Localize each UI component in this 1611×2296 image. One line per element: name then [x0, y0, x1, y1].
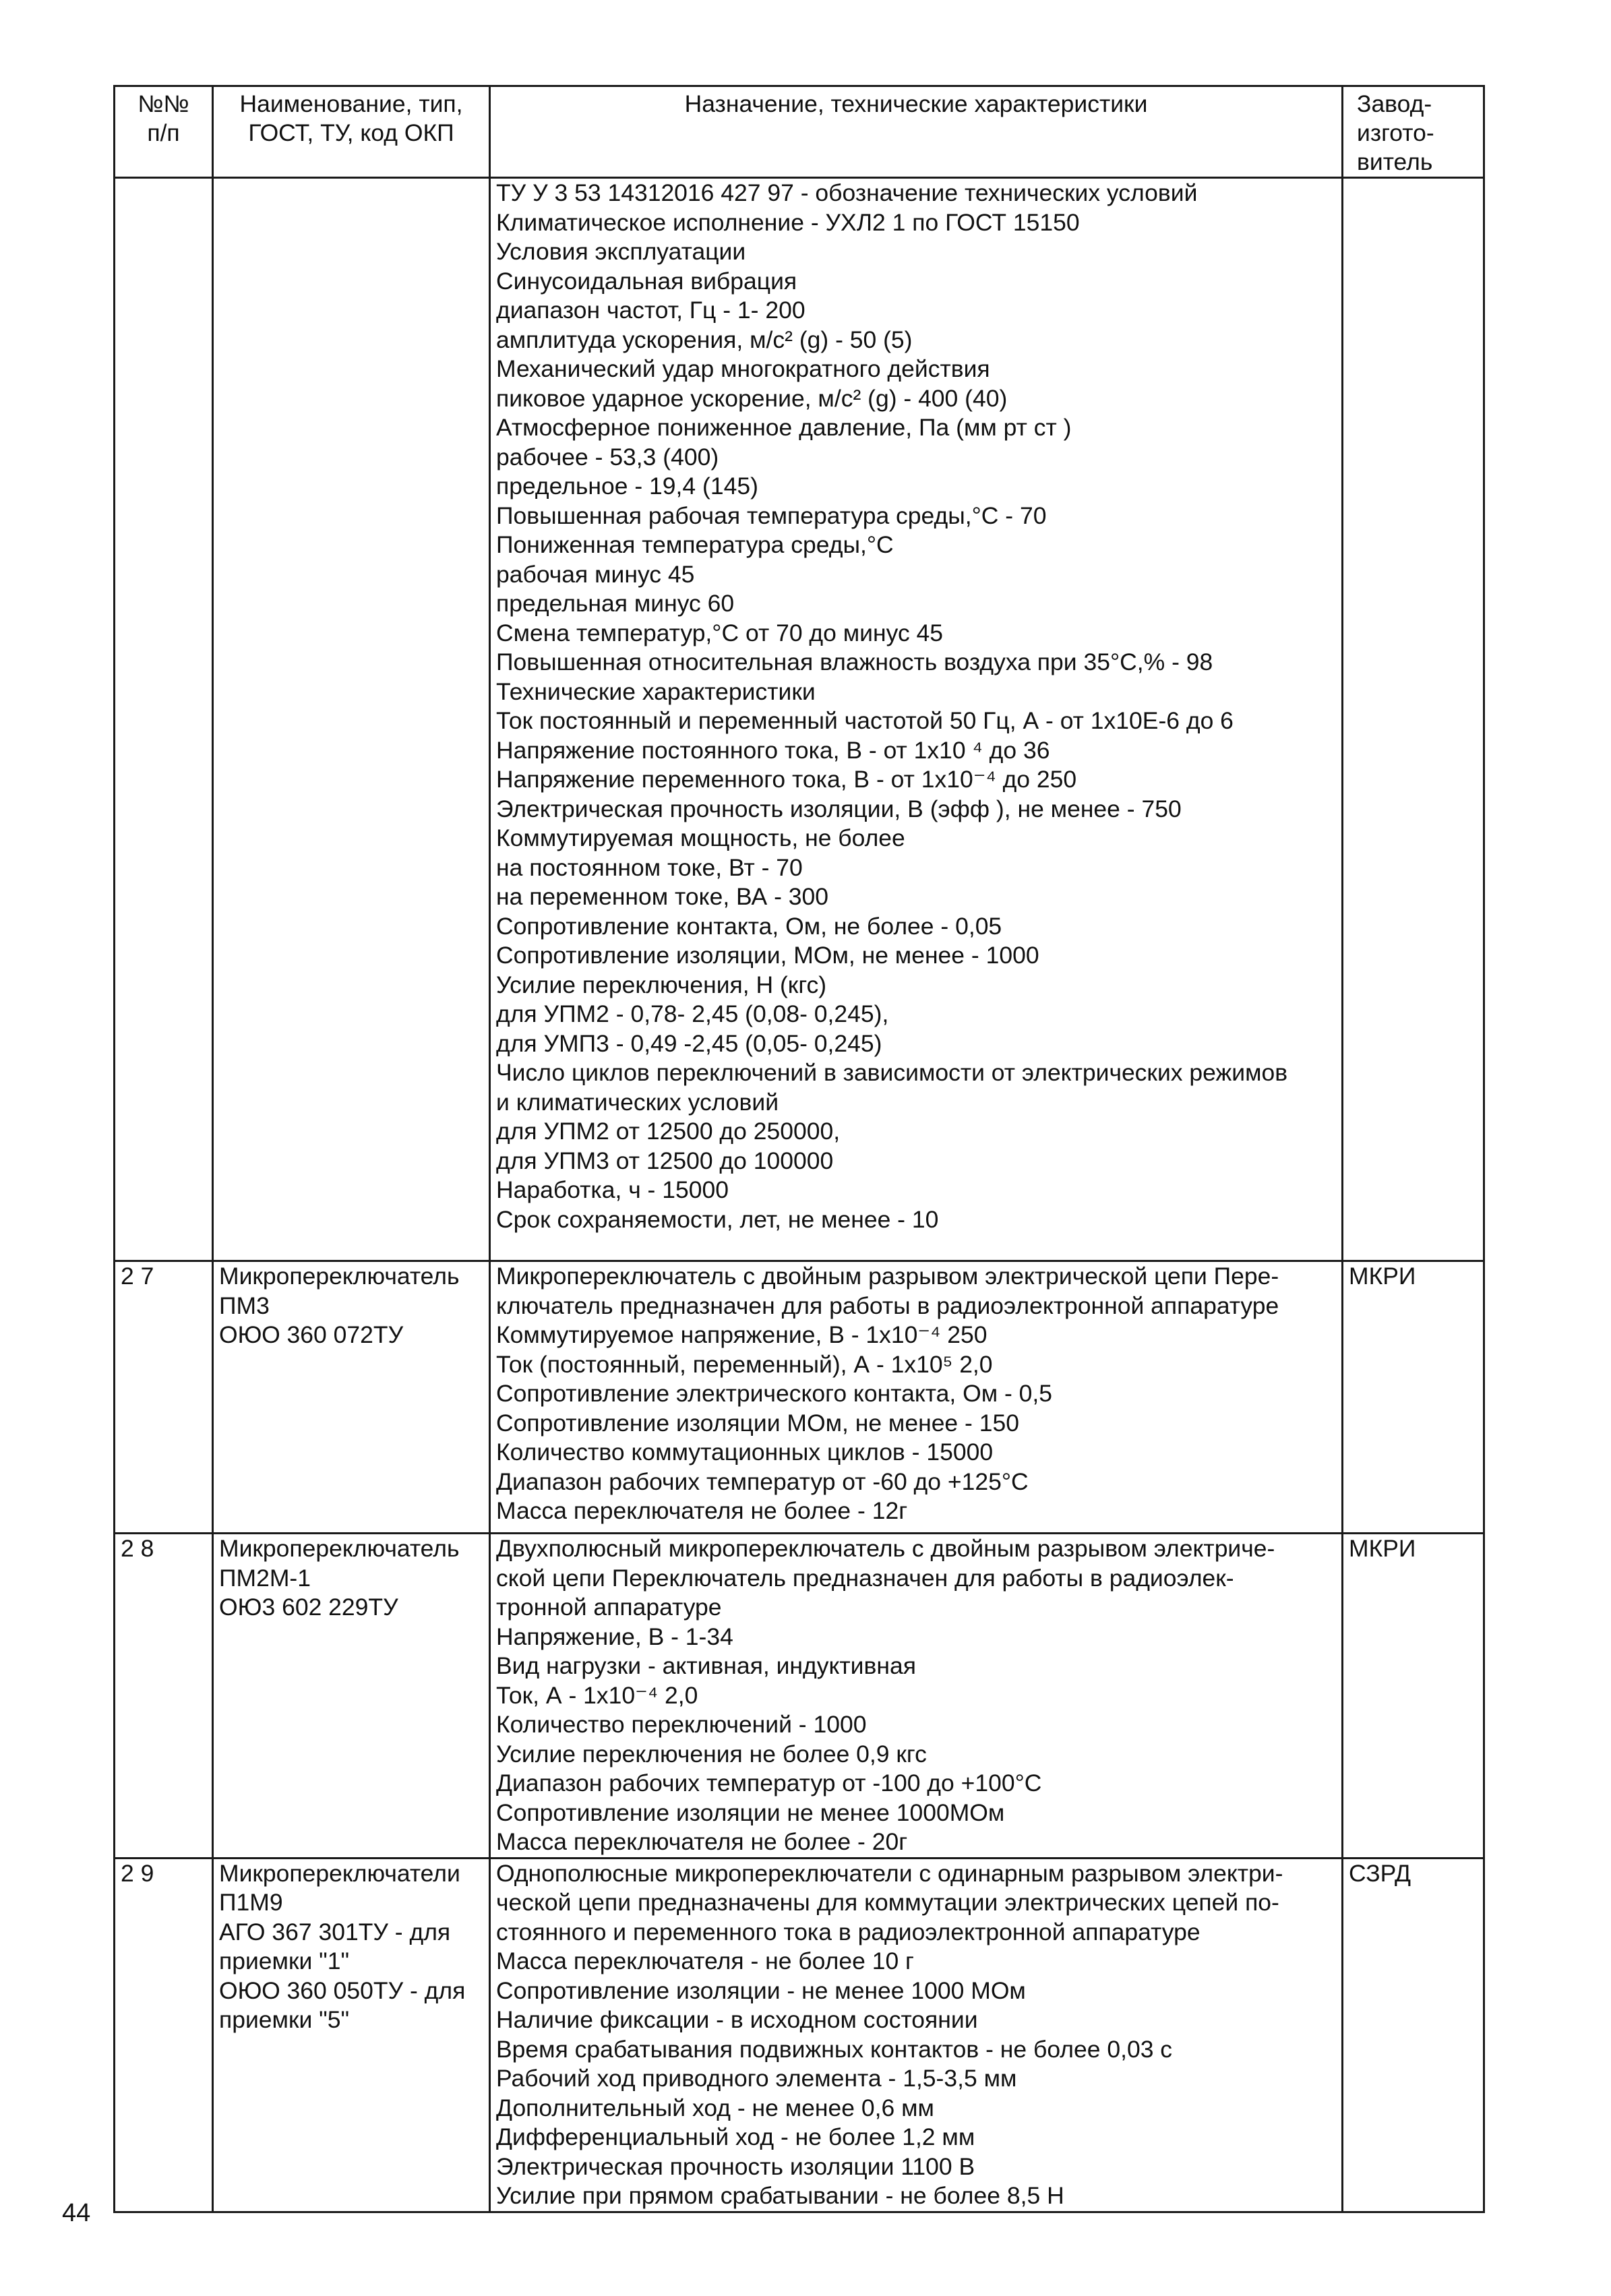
description-line: предельная минус 60	[496, 590, 735, 617]
description-line: ческой цепи предназначены для коммутации электрических цепей по-	[496, 1889, 1279, 1916]
description-line: Диапазон рабочих температур от -100 до +100°С	[496, 1770, 1042, 1796]
description-line: на постоянном токе, Вт - 70	[496, 853, 803, 881]
item-name-line: ОЮО 360 050ТУ - для	[219, 1976, 466, 2004]
description-line: Ток постоянный и переменный частотой 50 Гц, А - от 1х10Е-6 до 6	[496, 707, 1234, 734]
description-line: Дифференциальный ход - не более 1,2 мм	[496, 2123, 975, 2150]
header-text: №№	[138, 90, 189, 117]
item-name-line: ПМ3	[219, 1292, 270, 1319]
header-text: Завод-	[1357, 90, 1432, 117]
page-number: 44	[62, 2199, 91, 2227]
item-name-line: П1М9	[219, 1889, 283, 1916]
description-line: Коммутируемое напряжение, В - 1х10⁻⁴ 250	[496, 1321, 987, 1348]
description-line: для УПМ2 - 0,78- 2,45 (0,08- 0,245),	[496, 1000, 889, 1027]
description-line: Атмосферное пониженное давление, Па (мм рт ст )	[496, 414, 1072, 441]
description-line: и климатических условий	[496, 1088, 779, 1116]
description-line: Дополнительный ход - не менее 0,6 мм	[496, 2094, 934, 2121]
description-line: Наработка, ч - 15000	[496, 1176, 729, 1203]
description-line: Двухполюсный микропереключатель с двойным разрывом электриче-	[496, 1535, 1275, 1562]
description-line: Усилие переключения не более 0,9 кгс	[496, 1740, 927, 1768]
header-text: Наименование, тип,	[239, 90, 463, 117]
description-line: Сопротивление изоляции МОм, не менее - 150	[496, 1409, 1019, 1437]
description-line: Масса переключателя не более - 12г	[496, 1497, 908, 1524]
description-line: для УПМ2 от 12500 до 250000,	[496, 1118, 841, 1145]
header-row	[115, 86, 1484, 178]
description-line: ТУ У 3 53 14312016 427 97 - обозначение технических условий	[496, 179, 1198, 206]
description-line: Повышенная рабочая температура среды,°С - 70	[496, 502, 1047, 529]
header-text: п/п	[147, 119, 180, 146]
description-line: Электрическая прочность изоляции, В (эфф ), не менее - 750	[496, 795, 1182, 822]
header-manufacturer	[1343, 86, 1484, 178]
description-line: Ток (постоянный, переменный), А - 1х10⁵ 2,0	[496, 1350, 993, 1378]
description-line: Срок сохраняемости, лет, не менее - 10	[496, 1205, 939, 1233]
header-number	[115, 86, 213, 178]
item-name-line: приемки "1"	[219, 1947, 350, 1974]
header-text: Назначение, технические характеристики	[684, 90, 1148, 117]
description-line: рабочее - 53,3 (400)	[496, 443, 719, 471]
description-line: Смена температур,°С от 70 до минус 45	[496, 619, 944, 646]
description-line: тронной аппаратуре	[496, 1594, 722, 1621]
manufacturer: СЗРД	[1343, 1858, 1484, 2212]
table-row	[115, 178, 1484, 1261]
description-line: Механический удар многократного действия	[496, 355, 990, 382]
description-line: Сопротивление изоляции, МОм, не менее - 1000	[496, 942, 1039, 969]
item-name-line: АГО 367 301ТУ - для	[219, 1918, 451, 1945]
table-row	[115, 1534, 1484, 1859]
description-line: Повышенная относительная влажность воздуха при 35°С,% - 98	[496, 648, 1213, 675]
description-line: Сопротивление изоляции - не менее 1000 МОм	[496, 1976, 1026, 2004]
item-name-line: ОЮ3 602 229ТУ	[219, 1594, 398, 1621]
row-number	[115, 178, 213, 1261]
description-line: на переменном токе, ВА - 300	[496, 883, 828, 910]
description-line: ской цепи Переключатель предназначен для работы в радиоэлек-	[496, 1564, 1234, 1592]
description-line: рабочая минус 45	[496, 560, 695, 588]
item-name-line: приемки "5"	[219, 2006, 350, 2033]
description-line: Синусоидальная вибрация	[496, 267, 797, 295]
description-line: Количество коммутационных циклов - 15000	[496, 1439, 994, 1466]
item-name-line: ОЮО 360 072ТУ	[219, 1321, 404, 1348]
item-description	[490, 1534, 1343, 1859]
description-line: Время срабатывания подвижных контактов - не более 0,03 с	[496, 2035, 1173, 2063]
description-line: Число циклов переключений в зависимости от электрических режимов	[496, 1059, 1288, 1086]
spec-table	[113, 85, 1485, 2213]
description-line: диапазон частот, Гц - 1- 200	[496, 297, 806, 324]
row-number: 2 9	[115, 1858, 213, 2212]
description-line: Наличие фиксации - в исходном состоянии	[496, 2006, 978, 2033]
description-line: Сопротивление электрического контакта, Ом - 0,5	[496, 1380, 1052, 1407]
description-line: Сопротивление изоляции не менее 1000МОм	[496, 1799, 1005, 1826]
item-name	[213, 1858, 490, 2212]
item-name-line: ПМ2М-1	[219, 1564, 311, 1592]
description-line: Усилие при прямом срабатывании - не более 8,5 Н	[496, 2182, 1064, 2209]
description-line: Напряжение переменного тока, В - от 1х10⁻⁴ до 250	[496, 766, 1077, 793]
description-line: Ток, А - 1х10⁻⁴ 2,0	[496, 1681, 698, 1709]
description-line: ключатель предназначен для работы в радиоэлектронной аппаратуре	[496, 1292, 1279, 1319]
description-line: Коммутируемая мощность, не более	[496, 824, 905, 851]
description-line: Климатическое исполнение - УХЛ2 1 по ГОСТ 15150	[496, 208, 1080, 236]
description-line: Рабочий ход приводного элемента - 1,5-3,5 мм	[496, 2065, 1017, 2092]
manufacturer	[1343, 178, 1484, 1261]
table-row	[115, 1858, 1484, 2212]
item-name	[213, 178, 490, 1261]
item-description	[490, 178, 1343, 1261]
table-row	[115, 1261, 1484, 1534]
description-line: Технические характеристики	[496, 677, 816, 705]
description-line: Микропереключатель с двойным разрывом электрической цепи Пере-	[496, 1263, 1279, 1290]
header-name	[213, 86, 490, 178]
header-text: изгото-	[1357, 119, 1434, 146]
table-body	[115, 178, 1484, 2212]
description-line: амплитуда ускорения, м/с² (g) - 50 (5)	[496, 326, 913, 353]
description-line: Вид нагрузки - активная, индуктивная	[496, 1652, 916, 1679]
item-description	[490, 1858, 1343, 2212]
row-number: 2 7	[115, 1261, 213, 1534]
description-line: Количество переключений - 1000	[496, 1711, 867, 1738]
description-line: Диапазон рабочих температур от -60 до +125°С	[496, 1468, 1029, 1495]
item-name	[213, 1534, 490, 1859]
header-text: ГОСТ, ТУ, код ОКП	[248, 119, 454, 146]
item-name-line: Микропереключатель	[219, 1535, 460, 1562]
description-line: Масса переключателя не более - 20г	[496, 1828, 908, 1855]
header-text: витель	[1357, 148, 1433, 175]
item-name-line: Микропереключатель	[219, 1263, 460, 1290]
description-line: предельное - 19,4 (145)	[496, 473, 758, 500]
item-name	[213, 1261, 490, 1534]
header-purpose	[490, 86, 1343, 178]
description-line: Напряжение постоянного тока, В - от 1х10 ⁴ до 36	[496, 736, 1050, 764]
description-line: пиковое ударное ускорение, м/с² (g) - 400 (40)	[496, 384, 1008, 412]
manufacturer: МКРИ	[1343, 1261, 1484, 1534]
description-line: Условия эксплуатации	[496, 238, 746, 265]
description-line: Сопротивление контакта, Ом, не более - 0,05	[496, 912, 1002, 940]
description-line: для УМП3 - 0,49 -2,45 (0,05- 0,245)	[496, 1029, 882, 1057]
item-description	[490, 1261, 1343, 1534]
manufacturer: МКРИ	[1343, 1534, 1484, 1859]
description-line: для УПМ3 от 12500 до 100000	[496, 1147, 834, 1174]
description-line: стоянного и переменного тока в радиоэлектронной аппаратуре	[496, 1918, 1200, 1945]
item-name-line: Микропереключатели	[219, 1859, 460, 1887]
description-line: Электрическая прочность изоляции 1100 В	[496, 2152, 975, 2180]
description-line: Напряжение, В - 1-34	[496, 1623, 733, 1650]
description-line: Однополюсные микропереключатели с одинарным разрывом электри-	[496, 1859, 1283, 1887]
description-line: Пониженная температура среды,°С	[496, 531, 894, 558]
row-number: 2 8	[115, 1534, 213, 1859]
description-line: Масса переключателя - не более 10 г	[496, 1947, 915, 1974]
description-line: Усилие переключения, Н (кгс)	[496, 971, 827, 998]
